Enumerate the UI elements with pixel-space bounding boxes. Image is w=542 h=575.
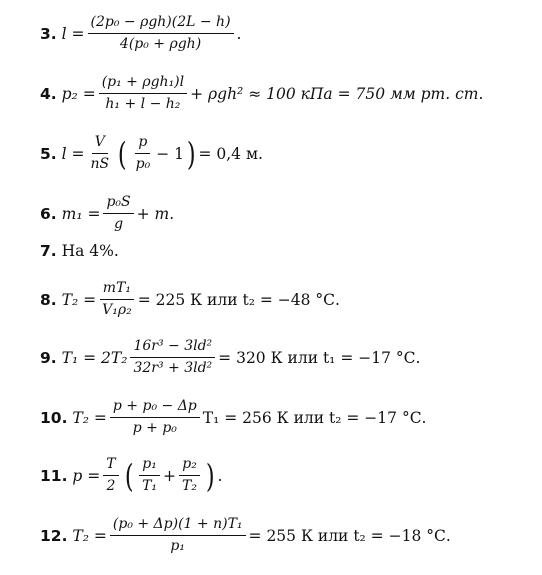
numerator: V: [92, 134, 108, 154]
fraction: [110, 516, 246, 555]
formula-rest: T₁ = 256 К или t₂ = −17 °С.: [202, 408, 427, 427]
numerator: mT₁: [100, 280, 134, 300]
formula-lhs: T₂: [61, 290, 79, 309]
formula-lhs: l: [61, 144, 67, 163]
answer-number: 9.: [40, 348, 57, 367]
fraction-3: [179, 456, 200, 495]
formula-rest: + m.: [136, 204, 175, 223]
denominator: nS: [90, 156, 110, 172]
formula-rest: = 320 К или t₁ = −17 °С.: [218, 348, 421, 367]
answer-4: 4. p₂ = $\frac{\text{(p₁ + ρgh₁)l}}{\text{h₁ + l − h₂}}$ + ρgh² ≈ 100 кПа = 750 мм рт. ст.: [40, 74, 484, 112]
numerator-3: p₂: [179, 456, 200, 476]
formula-rest: + ρgh² ≈ 100 кПа = 750 мм рт. ст.: [190, 84, 484, 103]
answer-number: 11.: [40, 466, 68, 485]
answer-11: 11. p = $\frac{T}{2}$ ( $\frac{\text{p₁}}{\text{T₁}}$ + $\frac{\text{p₂}}{\text{T₂}}$ ) .: [40, 456, 223, 495]
denominator: g: [114, 216, 124, 232]
right-paren: ): [205, 456, 215, 495]
answer-number: 7.: [40, 242, 57, 260]
answer-number: 8.: [40, 290, 57, 309]
formula-pre: 2T₂: [101, 348, 128, 367]
left-paren: (: [117, 134, 127, 173]
denominator: p + p₀: [132, 420, 177, 436]
inner-numerator: p: [135, 134, 150, 154]
left-paren: (: [124, 456, 134, 495]
numerator: 16r³ − 3ld²: [130, 338, 215, 358]
right-paren: ): [186, 134, 196, 173]
denominator-3: T₂: [182, 478, 197, 494]
fraction: [99, 280, 135, 319]
inner-tail: − 1: [156, 144, 184, 163]
answer-6: 6. m₁ = $\frac{\text{p₀S}}{g}$ + m.: [40, 194, 175, 232]
numerator: T: [103, 456, 118, 476]
answer-number: 12.: [40, 526, 68, 545]
answer-9: 9. T₁ = 2T₂ $\frac{\text{16r³ − 3ld²}}{\text{32r³ + 3ld²}}$ = 320 К или t₁ = −17 °С.: [40, 338, 421, 376]
formula-rest: .: [236, 24, 242, 43]
formula-lhs: l: [61, 24, 67, 43]
numerator: p₀S: [103, 194, 133, 214]
formula-lhs: T₂: [72, 526, 89, 545]
numerator: (2p₀ − ρgh)(2L − h): [88, 14, 234, 34]
denominator: 2: [106, 478, 116, 494]
answer-number: 6.: [40, 204, 57, 223]
numerator: (p₀ + Δp)(1 + n)T₁: [110, 516, 246, 536]
numerator: p + p₀ − Δp: [110, 398, 200, 418]
denominator-2: T₁: [142, 478, 158, 494]
fraction: [103, 194, 133, 233]
answer-12: 12. T₂ = $\frac{\text{(p₀ + Δp)(1 + n)T₁}}{\text{p₁}}$ = 255 К или t₂ = −18 °С.: [40, 516, 451, 554]
answer-3: 3. l = $\frac{\text{(2p₀ − ρgh)(2L − h)}}{\text{4(p₀ + ρgh)}}$ .: [40, 14, 242, 52]
fraction: [110, 398, 200, 437]
numerator: (p₁ + ρgh₁)l: [99, 74, 187, 94]
formula-rest: = 225 К или t₂ = −48 °С.: [137, 290, 340, 309]
answer-text: На 4%.: [61, 242, 119, 260]
formula-rest: .: [217, 466, 223, 485]
fraction-2: [139, 456, 160, 495]
fraction: [99, 74, 187, 113]
inner-fraction: [133, 134, 154, 173]
fraction: [88, 134, 113, 173]
denominator: h₁ + l − h₂: [105, 96, 181, 112]
denominator: 4(p₀ + ρgh): [119, 36, 202, 52]
formula-lhs: T₁: [61, 348, 79, 367]
formula-rest: = 0,4 м.: [198, 144, 263, 163]
answer-10: 10. T₂ = $\frac{\text{p + p₀ − Δp}}{\text{p + p₀}}$ T₁ = 256 К или t₂ = −17 °С.: [40, 398, 427, 436]
inner-denominator: p₀: [135, 156, 151, 172]
formula-rest: = 255 К или t₂ = −18 °С.: [248, 526, 451, 545]
fraction: [130, 338, 215, 377]
fraction: [103, 456, 118, 495]
formula-lhs: p₂: [61, 84, 78, 103]
answer-number: 5.: [40, 144, 57, 163]
answer-8: 8. T₂ = $\frac{\text{mT₁}}{\text{V₁ρ₂}}$ = 225 К или t₂ = −48 °С.: [40, 280, 340, 318]
denominator: p₁: [170, 538, 185, 554]
answer-number: 10.: [40, 408, 68, 427]
formula-lhs: p: [72, 466, 83, 485]
formula-lhs: T₂: [72, 408, 89, 427]
denominator: V₁ρ₂: [102, 302, 132, 318]
answer-7: [40, 242, 119, 260]
answer-number: 3.: [40, 24, 57, 43]
answer-5: 5. l = $\frac{V}{nS}$ ( $\frac{p}{\text{p₀}}$ − 1 ) = 0,4 м.: [40, 134, 263, 173]
formula-lhs: m₁: [61, 204, 83, 223]
fraction: [88, 14, 234, 53]
denominator: 32r³ + 3ld²: [133, 360, 213, 376]
answer-number: 4.: [40, 84, 57, 103]
numerator-2: p₁: [139, 456, 160, 476]
